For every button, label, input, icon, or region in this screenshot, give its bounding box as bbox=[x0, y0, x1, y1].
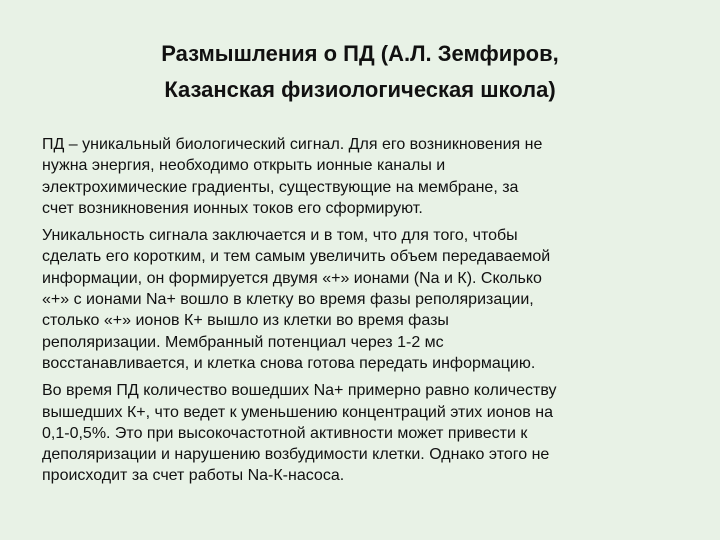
paragraph-3 bbox=[42, 380, 692, 486]
text-line: информации, он формируется двумя «+» ионами (Na и К). Сколько bbox=[42, 269, 542, 287]
text-line: происходит за счет работы Na-К-насоса. bbox=[42, 467, 345, 485]
paragraph-1 bbox=[42, 134, 692, 219]
text-line: 0,1-0,5%. Это при высокочастотной активности может привести к bbox=[42, 424, 528, 442]
text-line: ПД – уникальный биологический сигнал. Для его возникновения не bbox=[42, 136, 543, 153]
text-line: «+» с ионами Na+ вошло в клетку во время фазы реполяризации, bbox=[42, 291, 534, 309]
slide-body bbox=[42, 134, 692, 493]
text-line: счет возникновения ионных токов его сформируют. bbox=[42, 199, 423, 217]
slide-title bbox=[70, 36, 650, 108]
text-line: столько «+» ионов К+ вышло из клетки во время фазы bbox=[42, 312, 449, 330]
text-line: деполяризации и нарушению возбудимости клетки. Однако этого не bbox=[42, 446, 550, 464]
paragraph-2 bbox=[42, 225, 692, 374]
text-line: реполяризации. Мембранный потенциал через 1-2 мс bbox=[42, 333, 444, 351]
text-line: нужна энергия, необходимо открыть ионные каналы и bbox=[42, 157, 446, 175]
text-line: электрохимические градиенты, существующие на мембране, за bbox=[42, 178, 519, 196]
text-line: вышедших К+, что ведет к уменьшению концентраций этих ионов на bbox=[42, 403, 553, 421]
title-line: Казанская физиологическая школа) bbox=[164, 77, 556, 102]
text-line: Уникальность сигнала заключается и в том, что для того, чтобы bbox=[42, 227, 518, 245]
text-line: восстанавливается, и клетка снова готова передать информацию. bbox=[42, 354, 536, 372]
title-line: Размышления о ПД (А.Л. Земфиров, bbox=[161, 41, 559, 66]
text-line: Во время ПД количество вошедших Na+ примерно равно количеству bbox=[42, 382, 557, 400]
text-line: сделать его коротким, и тем самым увеличить объем передаваемой bbox=[42, 248, 551, 266]
